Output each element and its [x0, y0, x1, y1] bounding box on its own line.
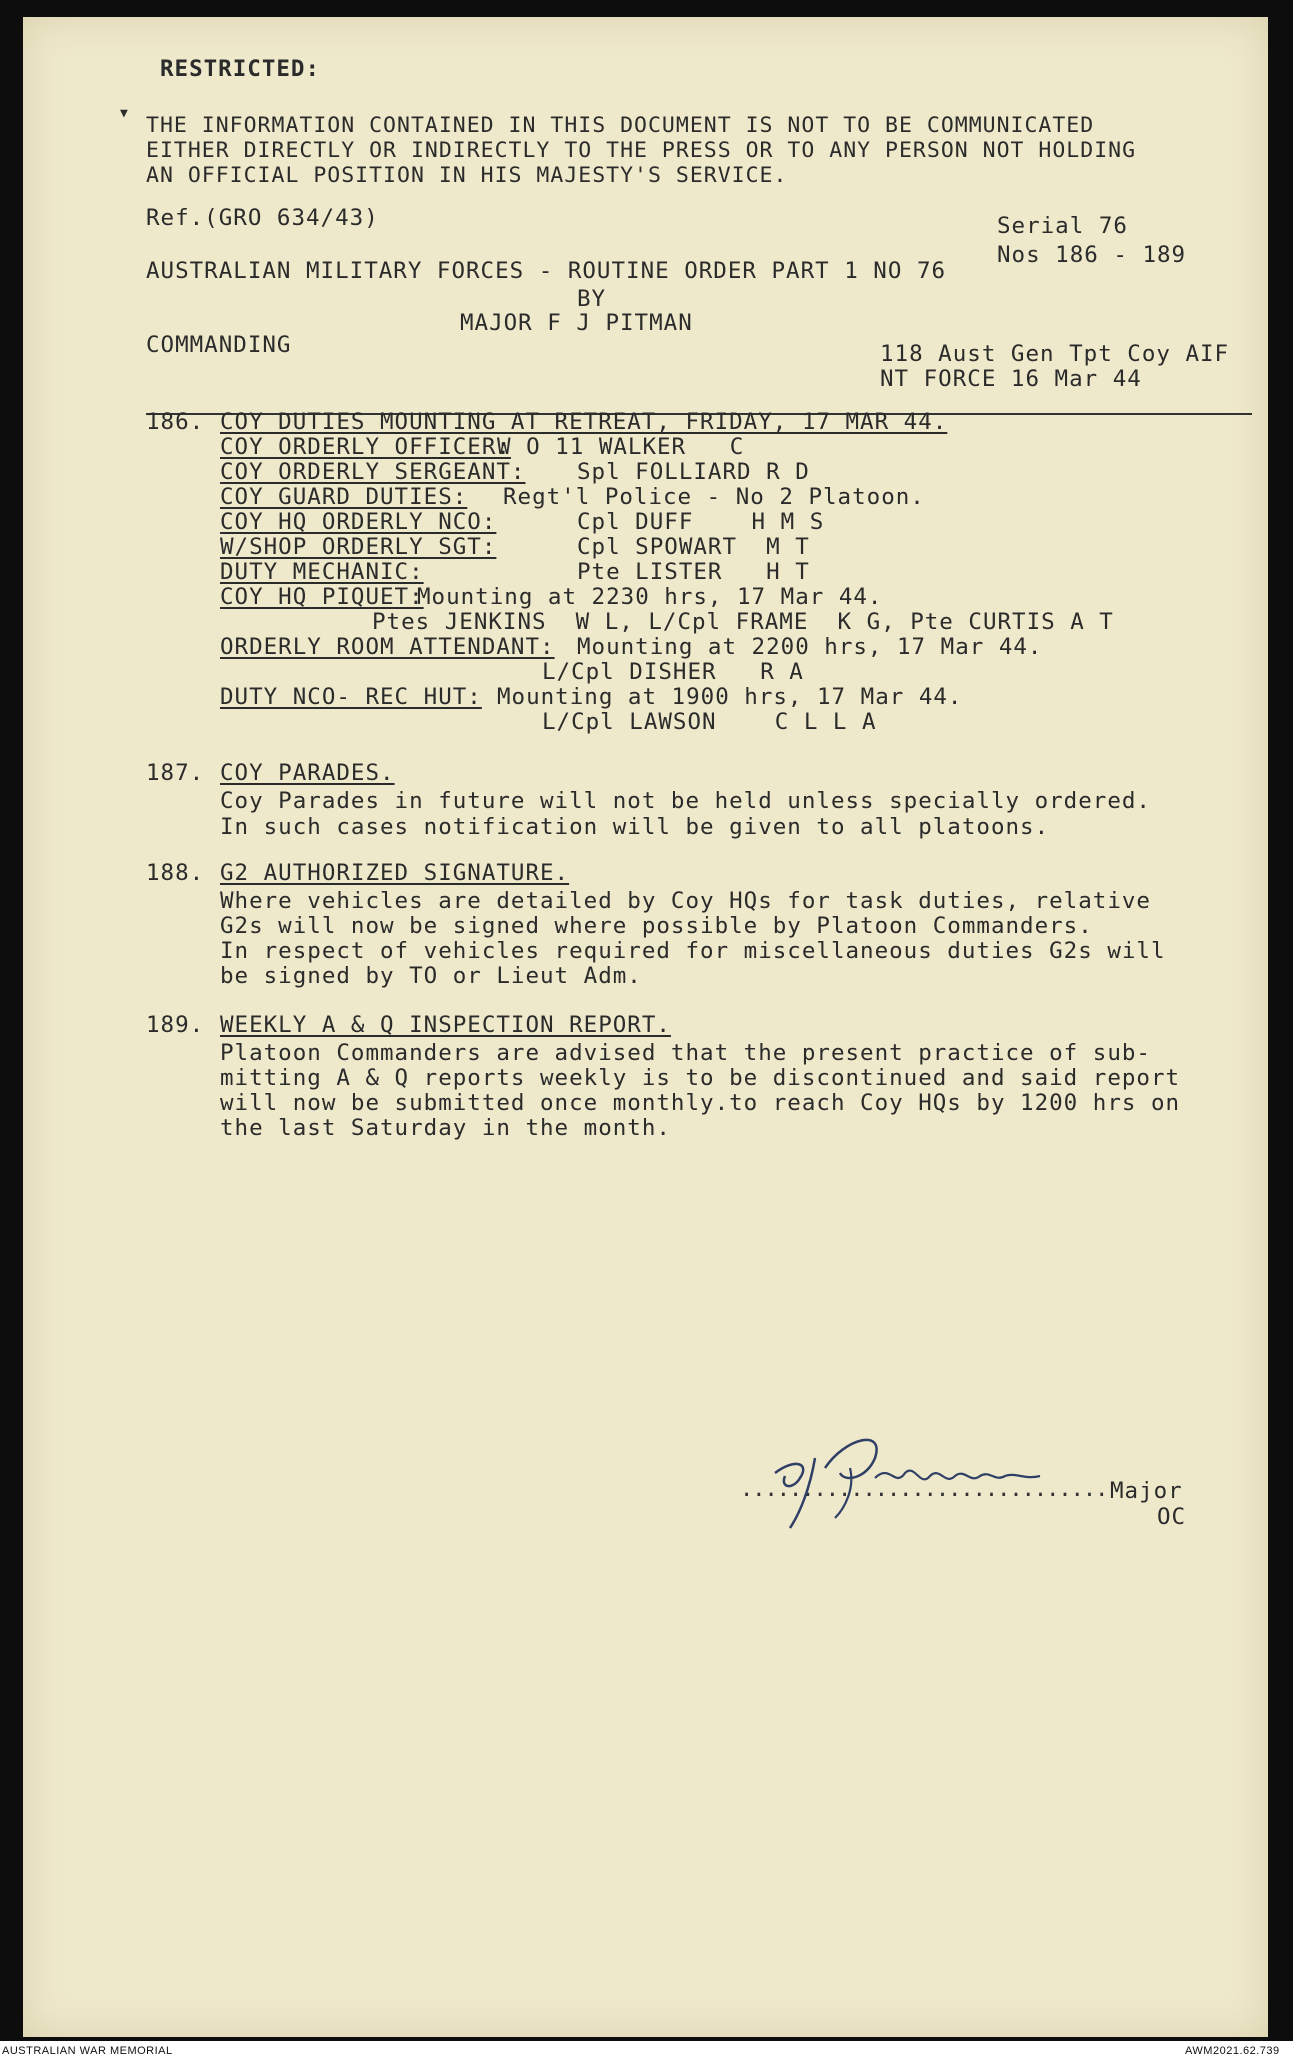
margin-tick-mark: ▼	[120, 106, 129, 121]
commanding-label: COMMANDING	[146, 332, 292, 358]
duty-value: Regt'l Police - No 2 Platoon.	[503, 484, 925, 510]
duty-label: DUTY NCO- REC HUT:	[220, 684, 482, 710]
item-189-line: the last Saturday in the month.	[220, 1115, 671, 1141]
item-189-line: mitting A & Q reports weekly is to be discontinued and said report	[220, 1065, 1181, 1091]
handwritten-signature	[755, 1418, 1125, 1538]
notice-line-3: AN OFFICIAL POSITION IN HIS MAJESTY'S SERVICE.	[146, 163, 788, 188]
duty-value: Cpl DUFF H M S	[577, 509, 825, 535]
item-189-line: will now be submitted once monthly.to reach Coy HQs by 1200 hrs on	[220, 1090, 1181, 1116]
duty-value: L/Cpl LAWSON C L L A	[542, 709, 877, 735]
reference: Ref.(GRO 634/43)	[146, 205, 379, 231]
item-188-heading: G2 AUTHORIZED SIGNATURE.	[220, 860, 570, 886]
duty-label: DUTY MECHANIC:	[220, 559, 424, 585]
signatory-rank: Major	[1110, 1478, 1183, 1504]
duty-value: W O 11 WALKER C	[497, 434, 745, 460]
item-186-number: 186.	[146, 409, 205, 435]
duty-value: Pte LISTER H T	[577, 559, 810, 585]
order-by: BY	[577, 286, 607, 312]
item-188-number: 188.	[146, 860, 205, 886]
duty-value: Mounting at 1900 hrs, 17 Mar 44.	[497, 684, 963, 710]
duty-label: COY HQ PIQUET:	[220, 584, 424, 610]
item-188-line: G2s will now be signed where possible by Platoon Commanders.	[220, 913, 1093, 939]
duty-label: ORDERLY ROOM ATTENDANT:	[220, 634, 555, 660]
order-numbers: Nos 186 - 189	[997, 242, 1187, 268]
archive-accession-number: AWM2021.62.739	[1185, 2045, 1280, 2057]
commanding-officer-name: MAJOR F J PITMAN	[460, 310, 693, 336]
duty-label: W/SHOP ORDERLY SGT:	[220, 534, 497, 560]
duty-label: COY ORDERLY SERGEANT:	[220, 459, 526, 485]
item-189-number: 189.	[146, 1012, 205, 1038]
duty-value: Mounting at 2200 hrs, 17 Mar 44.	[577, 634, 1043, 660]
unit-name: 118 Aust Gen Tpt Coy AIF	[880, 341, 1230, 367]
duty-value: Ptes JENKINS W L, L/Cpl FRAME K G, Pte CURTIS A T	[372, 609, 1114, 635]
duty-label: COY GUARD DUTIES:	[220, 484, 468, 510]
item-189-heading: WEEKLY A & Q INSPECTION REPORT.	[220, 1012, 671, 1038]
duty-value: Cpl SPOWART M T	[577, 534, 810, 560]
item-188-line: In respect of vehicles required for miscellaneous duties G2s will	[220, 938, 1166, 964]
duty-label: COY ORDERLY OFFICER:	[220, 434, 511, 460]
item-188-line: be signed by TO or Lieut Adm.	[220, 963, 642, 989]
duty-value: L/Cpl DISHER R A	[542, 659, 804, 685]
duty-label: COY HQ ORDERLY NCO:	[220, 509, 497, 535]
restricted-label: RESTRICTED:	[160, 56, 321, 82]
order-title: AUSTRALIAN MILITARY FORCES - ROUTINE ORDER PART 1 NO 76	[146, 258, 947, 284]
duty-value: Spl FOLLIARD R D	[577, 459, 810, 485]
archive-name: AUSTRALIAN WAR MEMORIAL	[2, 2045, 173, 2057]
item-187-line: Coy Parades in future will not be held unless specially ordered.	[220, 788, 1151, 814]
duty-value: Mounting at 2230 hrs, 17 Mar 44.	[417, 584, 883, 610]
item-188-line: Where vehicles are detailed by Coy HQs for task duties, relative	[220, 888, 1151, 914]
item-189-line: Platoon Commanders are advised that the present practice of sub-	[220, 1040, 1151, 1066]
item-187-number: 187.	[146, 760, 205, 786]
archive-footer	[0, 2041, 1293, 2061]
signature-dotted-line: ..............................	[740, 1477, 1108, 1502]
notice-line-2: EITHER DIRECTLY OR INDIRECTLY TO THE PRESS OR TO ANY PERSON NOT HOLDING	[146, 138, 1137, 163]
item-187-heading: COY PARADES.	[220, 760, 395, 786]
unit-date: NT FORCE 16 Mar 44	[880, 366, 1142, 392]
serial-number: Serial 76	[997, 213, 1128, 239]
notice-line-1: THE INFORMATION CONTAINED IN THIS DOCUMENT IS NOT TO BE COMMUNICATED	[146, 113, 1095, 138]
item-186-heading: COY DUTIES MOUNTING AT RETREAT, FRIDAY, 17 MAR 44.	[220, 409, 948, 435]
signatory-appointment: OC	[1157, 1504, 1187, 1530]
item-187-line: In such cases notification will be given to all platoons.	[220, 814, 1050, 840]
